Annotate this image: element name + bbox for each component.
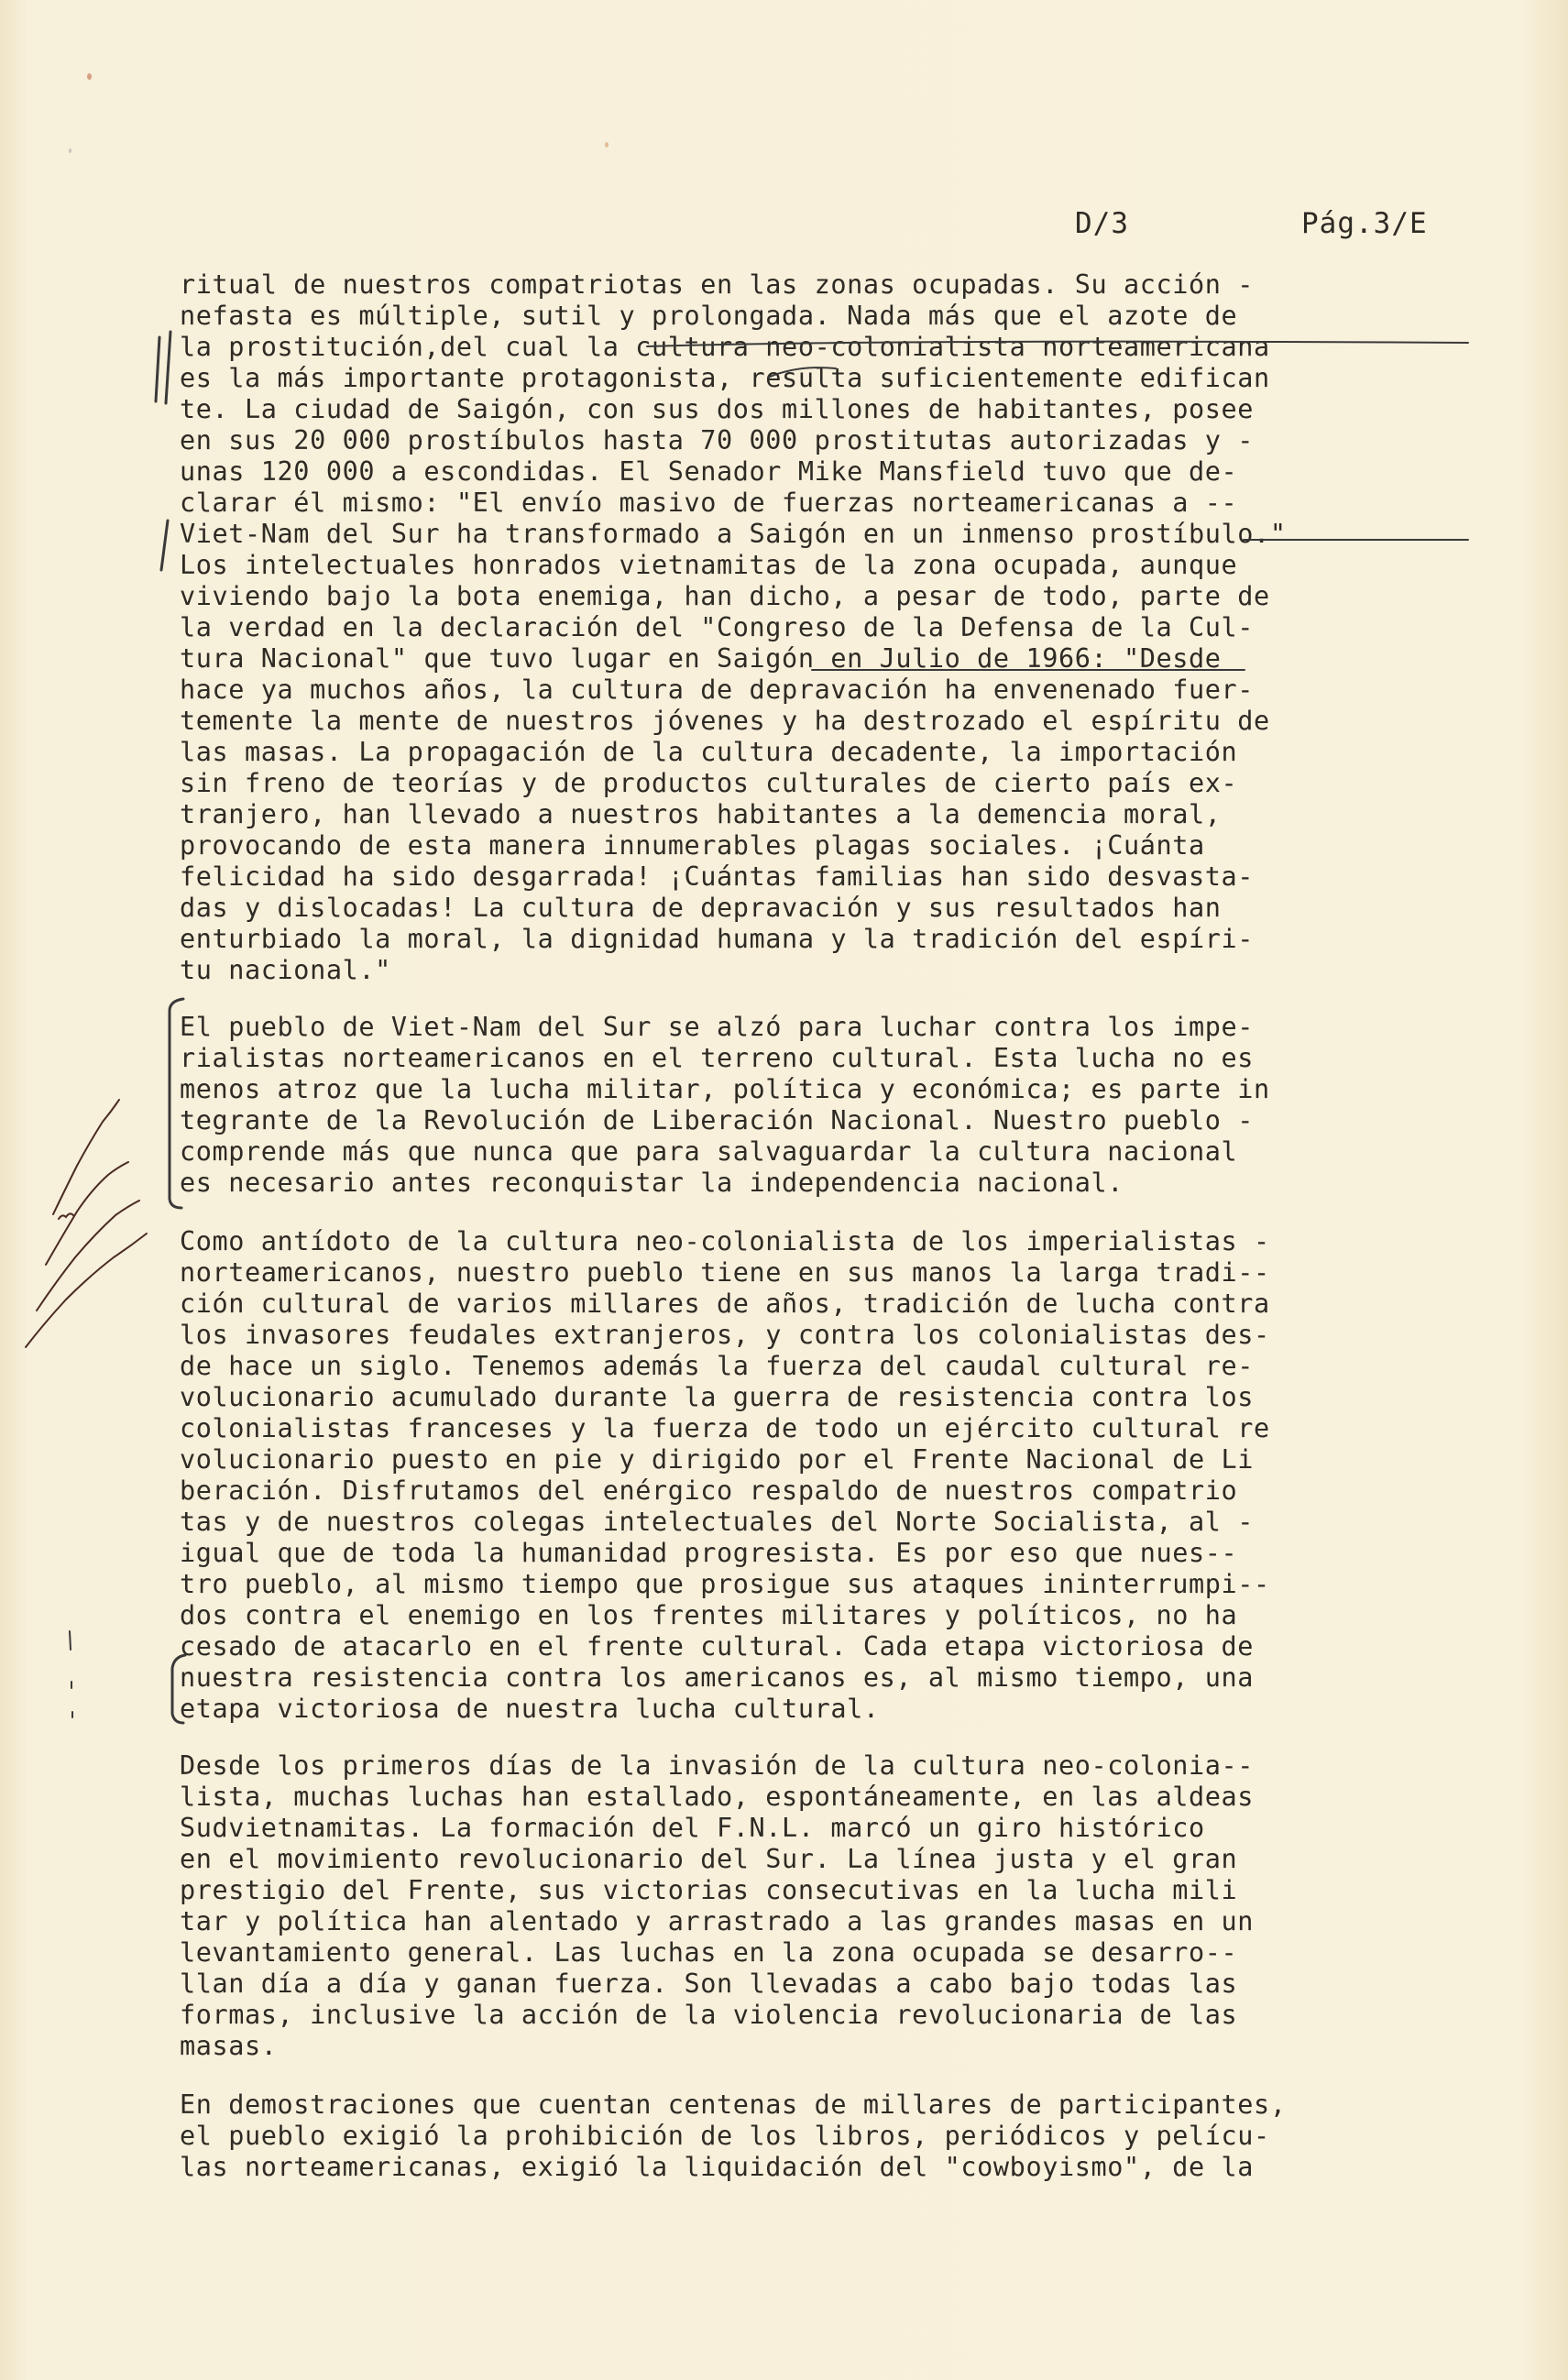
text-line: las masas. La propagación de la cultura decadente, la importación: [180, 737, 1238, 767]
text-line: viviendo bajo la bota enemiga, han dicho, a pesar de todo, parte de: [180, 581, 1270, 611]
text-line: las norteamericanas, exigió la liquidación del "cowboyismo", de la: [180, 2152, 1255, 2182]
text-line: provocando de esta manera innumerables plagas sociales. ¡Cuánta: [180, 830, 1205, 861]
text-line: llan día a día y ganan fuerza. Son llevadas a cabo bajo todas las: [180, 1969, 1238, 1999]
text-line: igual que de toda la humanidad progresista. Es por eso que nues--: [180, 1538, 1238, 1568]
text-line: norteamericanos, nuestro pueblo tiene en sus manos la larga tradi--: [180, 1257, 1270, 1288]
text-line: nefasta es múltiple, sutil y prolongada. Nada más que el azote de: [180, 301, 1238, 331]
document-reference: D/3: [1075, 207, 1129, 240]
text-line: tu nacional.": [180, 955, 391, 985]
text-line: Sudvietnamitas. La formación del F.N.L. marcó un giro histórico: [180, 1813, 1205, 1843]
text-line: ción cultural de varios millares de años, tradición de lucha contra: [180, 1289, 1270, 1319]
page-number: Pág.3/E: [1301, 207, 1428, 240]
text-line: hace ya muchos años, la cultura de depravación ha envenenado fuer-: [180, 675, 1255, 705]
text-line: tranjero, han llevado a nuestros habitantes a la demencia moral,: [180, 799, 1222, 829]
text-line: temente la mente de nuestros jóvenes y ha destrozado el espíritu de: [180, 706, 1270, 736]
text-line: cesado de atacarlo en el frente cultural. Cada etapa victoriosa de: [180, 1631, 1255, 1662]
text-line: volucionario puesto en pie y dirigido por el Frente Nacional de Li: [180, 1444, 1255, 1475]
text-line: clarar él mismo: "El envío masivo de fuerzas norteamericanas a --: [180, 488, 1238, 518]
text-line: formas, inclusive la acción de la violencia revolucionaria de las: [180, 2000, 1238, 2030]
text-line: te. La ciudad de Saigón, con sus dos millones de habitantes, posee: [180, 394, 1255, 424]
margin-dots: [70, 1631, 72, 1717]
text-line: la verdad en la declaración del "Congreso de la Defensa de la Cul-: [180, 612, 1255, 642]
text-line: etapa victoriosa de nuestra lucha cultural.: [180, 1694, 880, 1724]
text-line: tas y de nuestros colegas intelectuales del Norte Socialista, al -: [180, 1507, 1255, 1537]
text-line: das y dislocadas! La cultura de depravación y sus resultados han: [180, 893, 1222, 923]
text-line: de hace un siglo. Tenemos además la fuerza del caudal cultural re-: [180, 1351, 1255, 1381]
text-line: tar y política han alentado y arrastrado a las grandes masas en un: [180, 1906, 1255, 1936]
text-line: tura Nacional" que tuvo lugar en Saigón en Julio de 1966: "Desde: [180, 643, 1222, 674]
text-line: volucionario acumulado durante la guerra de resistencia contra los: [180, 1382, 1255, 1412]
text-line: felicidad ha sido desgarrada! ¡Cuántas familias han sido desvasta-: [180, 861, 1255, 892]
text-line: la prostitución,del cual la cultura neo-colonialista norteamericana: [180, 332, 1270, 362]
text-line: tro pueblo, al mismo tiempo que prosigue sus ataques ininterrumpi--: [180, 1569, 1270, 1599]
text-line: masas.: [180, 2031, 278, 2061]
margin-handwriting: [53, 1100, 119, 1219]
text-line: beración. Disfrutamos del enérgico respaldo de nuestros compatrio: [180, 1475, 1238, 1506]
text-line: comprende más que nunca que para salvaguardar la cultura nacional: [180, 1136, 1238, 1167]
text-line: lista, muchas luchas han estallado, espontáneamente, en las aldeas: [180, 1782, 1255, 1812]
text-line: El pueblo de Viet-Nam del Sur se alzó para luchar contra los impe-: [180, 1012, 1255, 1042]
margin-bar: [161, 521, 168, 570]
text-line: en el movimiento revolucionario del Sur. La línea justa y el gran: [180, 1844, 1238, 1874]
underline: [768, 367, 836, 378]
text-line: los invasores feudales extranjeros, y contra los colonialistas des-: [180, 1320, 1270, 1350]
text-line: Viet-Nam del Sur ha transformado a Saigón en un inmenso prostíbulo.": [180, 519, 1287, 549]
text-line: unas 120 000 a escondidas. El Senador Mike Mansfield tuvo que de-: [180, 456, 1238, 487]
margin-handwriting: [26, 1234, 147, 1347]
text-line: es necesario antes reconquistar la independencia nacional.: [180, 1168, 1124, 1198]
text-line: nuestra resistencia contra los americanos es, al mismo tiempo, una: [180, 1662, 1255, 1693]
text-line: En demostraciones que cuentan centenas de millares de participantes,: [180, 2089, 1287, 2120]
margin-double-bar: [156, 332, 170, 403]
text-line: prestigio del Frente, sus victorias consecutivas en la lucha mili: [180, 1875, 1238, 1905]
text-line: rialistas norteamericanos en el terreno cultural. Esta lucha no es: [180, 1043, 1255, 1073]
text-line: es la más importante protagonista, resulta suficientemente edifican: [180, 363, 1270, 393]
text-line: el pueblo exigió la prohibición de los libros, periódicos y pelícu-: [180, 2121, 1270, 2151]
text-line: Los intelectuales honrados vietnamitas de la zona ocupada, aunque: [180, 550, 1238, 580]
text-line: Como antídoto de la cultura neo-colonialista de los imperialistas -: [180, 1226, 1270, 1256]
text-line: en sus 20 000 prostíbulos hasta 70 000 prostitutas autorizadas y -: [180, 425, 1255, 455]
underline: [647, 342, 1468, 346]
text-line: sin freno de teorías y de productos culturales de cierto país ex-: [180, 768, 1238, 798]
text-line: dos contra el enemigo en los frentes militares y políticos, no ha: [180, 1600, 1238, 1630]
margin-bracket: [172, 1655, 185, 1723]
text-line: enturbiado la moral, la dignidad humana y la tradición del espíri-: [180, 924, 1255, 954]
text-line: tegrante de la Revolución de Liberación Nacional. Nuestro pueblo -: [180, 1105, 1255, 1135]
text-line: menos atroz que la lucha militar, política y económica; es parte in: [180, 1074, 1270, 1104]
text-line: ritual de nuestros compatriotas en las zonas ocupadas. Su acción -: [180, 269, 1255, 300]
margin-bracket: [170, 999, 183, 1208]
margin-handwriting: [46, 1162, 128, 1265]
text-line: Desde los primeros días de la invasión de la cultura neo-colonia--: [180, 1750, 1255, 1781]
text-line: levantamiento general. Las luchas en la zona ocupada se desarro--: [180, 1937, 1238, 1968]
text-line: colonialistas franceses y la fuerza de todo un ejército cultural re: [180, 1413, 1270, 1443]
